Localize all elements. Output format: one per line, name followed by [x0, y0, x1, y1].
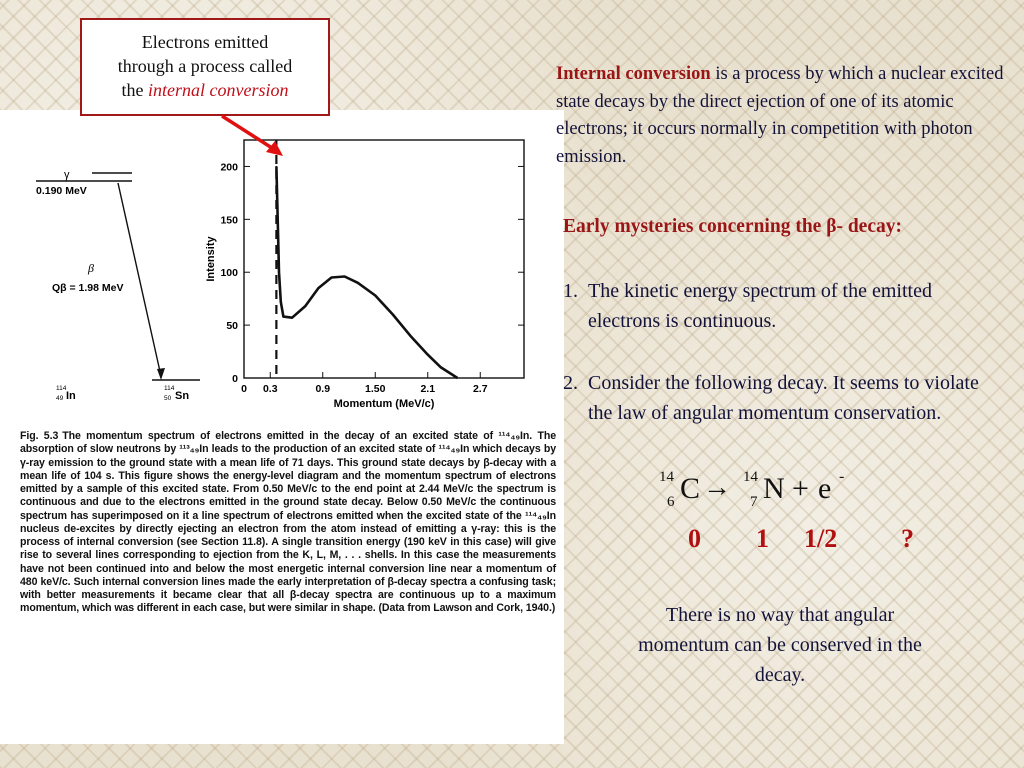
spectrum-point: [392, 314, 393, 315]
daughter-atomic-number: 7: [750, 494, 758, 510]
figure-caption-label: Fig. 5.3: [20, 430, 59, 442]
y-tick-label: 50: [226, 320, 238, 333]
callout-line-2: through a process called: [117, 56, 293, 76]
internal-conversion-callout: [80, 18, 330, 116]
list-item-text: Consider the following decay. It seems to violate the law of angular momentum conservation.: [588, 372, 979, 424]
y-axis-label: Intensity: [205, 236, 217, 282]
callout-line-3-prefix: the: [121, 80, 144, 100]
decay-equation: [655, 470, 855, 520]
beta-decay-arrow: [118, 183, 161, 376]
textbook-figure: [0, 110, 564, 744]
x-tick-label: 0: [241, 383, 247, 395]
beta-label: β: [88, 261, 94, 275]
y-tick-label: 200: [220, 161, 238, 174]
spectrum-point: [318, 287, 319, 288]
x-axis-label: Momentum (MeV/c): [333, 398, 435, 410]
parent-symbol: C: [680, 472, 701, 505]
x-tick-label: 0.3: [262, 383, 278, 395]
daughter-symbol: N: [763, 472, 785, 505]
y-tick-label: 0: [232, 373, 238, 385]
spectrum-point: [375, 295, 376, 296]
callout-line-3: [82, 78, 328, 102]
spectrum-point: [457, 377, 458, 378]
spectrum-point: [278, 272, 279, 273]
q-value-label: Qβ = 1.98 MeV: [52, 282, 124, 294]
electron-symbol: e: [818, 472, 832, 505]
callout-emphasis: internal conversion: [148, 80, 289, 100]
spin-carbon: 0: [688, 524, 701, 553]
spectrum-point: [427, 354, 428, 355]
internal-conversion-term: Internal conversion: [556, 64, 711, 84]
list-item-number: 2.: [563, 372, 578, 394]
spin-unknown: ?: [901, 524, 914, 553]
daughter-mass-number: 14: [743, 469, 758, 485]
electron-charge: -: [839, 468, 845, 485]
spectrum-point: [277, 219, 278, 220]
x-tick-label: 1.50: [365, 383, 386, 395]
figure-caption-text: The momentum spectrum of electrons emitted in the decay of an excited state of ¹¹⁴₄₉In. The absorption of slow neutrons by ¹¹³₄₉In leads to the production of an excited state of ¹¹⁴₄₉In which decays by γ-ray emission to the ground state with a mean life of 71 days. This ground state decays by β-decay with a mean life of 104 s. This figure shows the energy-level diagram and the momentum spectrum of electrons emitted by a sample of this excited state. From 0.50 MeV/c to the end point at 2.44 MeV/c the spectrum is continuous and due to the electrons emitted in the ground state decay. Below 0.50 MeV/c the continuous spectrum has superimposed on it a line spectrum of electrons emitted when the excited state of the ¹¹⁴₄₉In nucleus de-excites by directly ejecting an electron from the atom instead of emitting a γ-ray: this is the process of internal conversion (see Section 11.8). A single transition energy (190 keV in this case) will give rise to several lines corresponding to ejection from the K, L, M, . . . shells. In this case the measurements have not been continued into and below the most energetic internal conversion line near a momentum of 480 keV/c. Such internal conversion lines made the early interpretation of β-decay spectra a confusing task; with better measurements it became clear that all β-decay spectra are continuous up to a maximum momentum, which was different in each case, but were similar in shape. (Data from Lawson and Cork, 1940.): [20, 430, 557, 615]
x-tick-label: 2.7: [472, 383, 488, 395]
spin-electron: 1/2: [804, 524, 838, 553]
beta-arrow-head: [157, 368, 165, 380]
spectrum-curve: [276, 166, 457, 378]
daughter-nucleus-Z: 50: [164, 395, 172, 402]
x-tick-label: 2.1: [420, 383, 436, 395]
daughter-nucleus-A: 114: [164, 385, 175, 392]
momentum-spectrum-chart: [205, 140, 524, 410]
list-item-text: The kinetic energy spectrum of the emitted electrons is continuous.: [588, 280, 932, 332]
parent-atomic-number: 6: [667, 494, 675, 510]
parent-nucleus-A: 114: [56, 385, 67, 392]
spectrum-point: [276, 166, 277, 167]
spectrum-point: [305, 305, 306, 306]
parent-nucleus-Z: 49: [56, 395, 64, 402]
spectrum-point: [357, 282, 358, 283]
conclusion-text: There is no way that angular momentum can be conserved in the decay.: [638, 604, 922, 686]
figure-caption: [20, 430, 556, 616]
list-item-number: 1.: [563, 280, 578, 302]
energy-level-diagram: [36, 169, 200, 402]
spectrum-point: [283, 316, 284, 317]
decay-arrow: →: [703, 472, 731, 503]
parent-nucleus-symbol: In: [66, 390, 76, 402]
spectrum-point: [280, 301, 281, 302]
spectrum-point: [344, 276, 345, 277]
daughter-nucleus-symbol: Sn: [175, 390, 190, 402]
chart-frame: [244, 140, 524, 378]
spectrum-point: [410, 335, 411, 336]
parent-mass-number: 14: [659, 469, 674, 485]
excited-energy-label: 0.190 MeV: [36, 185, 87, 197]
internal-conversion-text: is a process by which a nuclear excited state decays by the direct ejection of one of its atomic electrons; it occurs normally in competition with photon emission.: [556, 64, 1004, 167]
spectrum-point: [440, 367, 441, 368]
callout-line-1: Electrons emitted: [141, 32, 269, 52]
mysteries-heading: Early mysteries concerning the β- decay:: [563, 216, 902, 237]
x-tick-label: 0.9: [315, 383, 331, 395]
spectrum-point: [292, 317, 293, 318]
spectrum-point: [331, 277, 332, 278]
internal-conversion-definition: [556, 61, 1006, 171]
spin-nitrogen: 1: [756, 524, 769, 553]
gamma-label: γ: [64, 169, 70, 181]
y-tick-label: 150: [220, 214, 238, 227]
plus-sign: +: [792, 472, 809, 505]
y-tick-label: 100: [220, 267, 238, 280]
